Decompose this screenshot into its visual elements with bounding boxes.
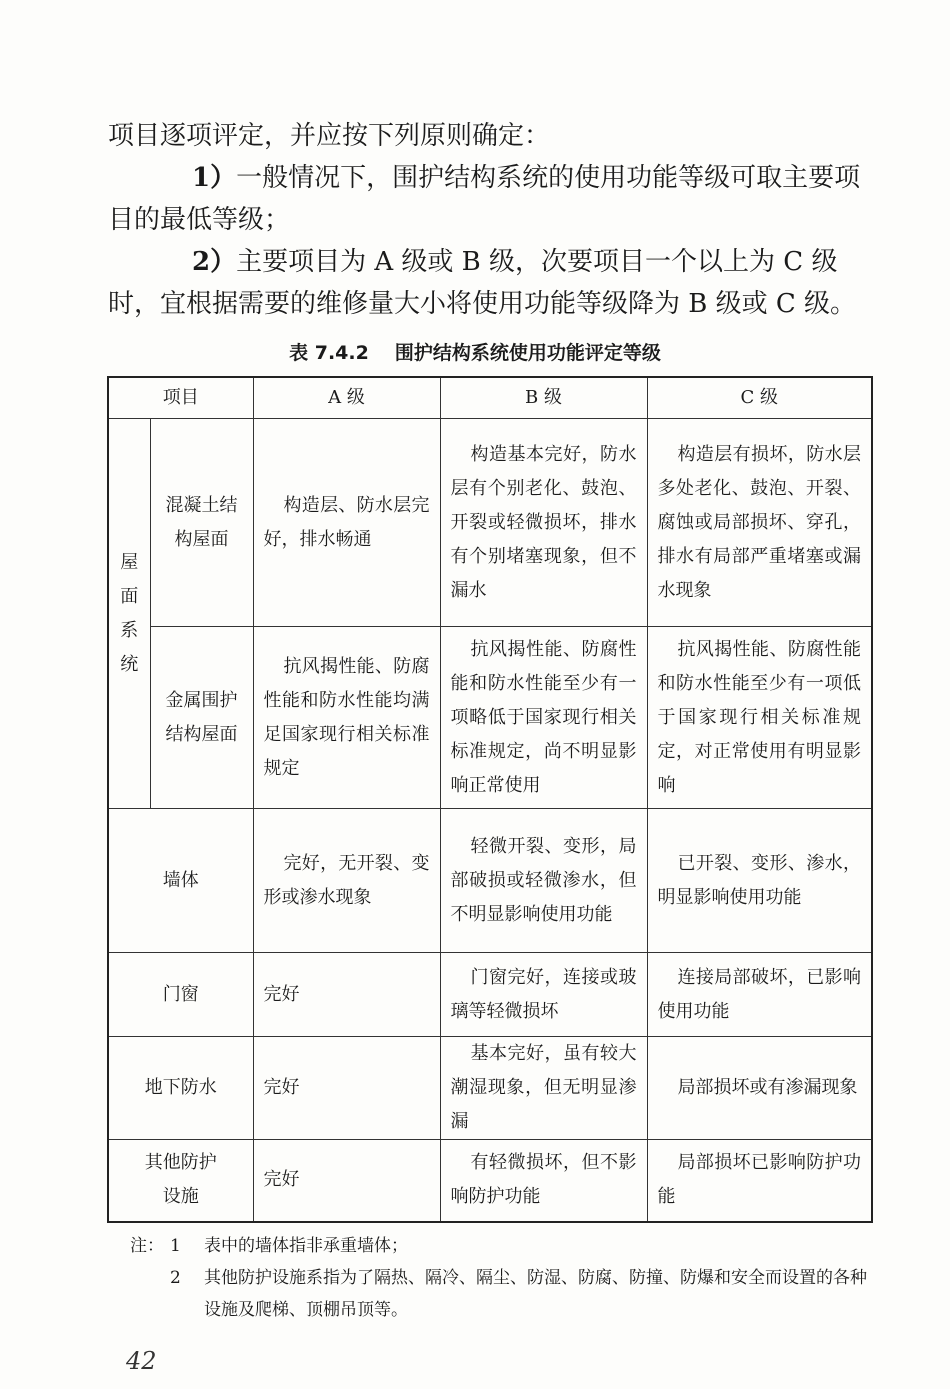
cell-grade-b: 门窗完好，连接或玻璃等轻微损坏 — [440, 953, 647, 1037]
rule-item-2-number: 2） — [192, 247, 237, 277]
table-caption-number: 表 7.4.2 — [289, 342, 369, 364]
row-item: 墙体 — [108, 809, 253, 953]
cell-grade-c: 构造层有损坏，防水层多处老化、鼓泡、开裂、腐蚀或局部损坏、穿孔，排水有局部严重堵塞或漏水现象 — [647, 419, 872, 627]
header-grade-b: B 级 — [440, 377, 647, 419]
note-number: 2 — [170, 1268, 181, 1288]
row-item: 门窗 — [108, 953, 253, 1037]
note-text: 表中的墙体指非承重墙体； — [204, 1236, 408, 1256]
cell-grade-a: 完好 — [253, 953, 440, 1037]
row-item: 其他防护设施 — [108, 1140, 253, 1222]
cell-grade-a: 完好 — [253, 1037, 440, 1140]
table-row — [108, 809, 872, 953]
roof-group-char: 统 — [120, 653, 139, 675]
cell-grade-b: 有轻微损坏，但不影响防护功能 — [440, 1140, 647, 1222]
cell-grade-b: 基本完好，虽有较大潮湿现象，但无明显渗漏 — [440, 1037, 647, 1140]
header-item: 项目 — [108, 377, 253, 419]
body-line-1: 项目逐项评定，并应按下列原则确定： — [108, 121, 551, 151]
cell-grade-c: 抗风揭性能、防腐性能和防水性能至少有一项低于国家现行相关标准规定，对正常使用有明显影响 — [647, 627, 872, 809]
row-item: 地下防水 — [108, 1037, 253, 1140]
roof-group-char: 面 — [120, 585, 139, 607]
rule-item-1-number: 1） — [192, 163, 237, 193]
cell-grade-b: 抗风揭性能、防腐性能和防水性能至少有一项略低于国家现行相关标准规定，尚不明显影响正常使用 — [440, 627, 647, 809]
cell-grade-b: 轻微开裂、变形，局部破损或轻微渗水，但不明显影响使用功能 — [440, 809, 647, 953]
row-item: 金属围护结构屋面 — [150, 627, 253, 809]
header-grade-a: A 级 — [253, 377, 440, 419]
notes-lead: 注： — [130, 1236, 164, 1256]
note-item — [130, 1230, 875, 1262]
cell-grade-c: 连接局部破坏，已影响使用功能 — [647, 953, 872, 1037]
table-header-row — [108, 377, 872, 419]
cell-grade-c: 局部损坏或有渗漏现象 — [647, 1037, 872, 1140]
table-row — [108, 1037, 872, 1140]
cell-grade-c: 已开裂、变形、渗水，明显影响使用功能 — [647, 809, 872, 953]
row-item: 混凝土结构屋面 — [150, 419, 253, 627]
rule-item-1 — [108, 157, 878, 241]
rule-item-2 — [108, 241, 878, 325]
cell-grade-a: 完好 — [253, 1140, 440, 1222]
note-item — [170, 1262, 875, 1326]
cell-grade-b: 构造基本完好，防水层有个别老化、鼓泡、开裂或轻微损坏，排水有个别堵塞现象，但不漏水 — [440, 419, 647, 627]
cell-grade-c: 局部损坏已影响防护功能 — [647, 1140, 872, 1222]
rule-item-2-text: 主要项目为 A 级或 B 级，次要项目一个以上为 C 级时，宜根据需要的维修量大小将使用功能等级降为 B 级或 C 级。 — [108, 247, 857, 319]
page-number: 42 — [126, 1347, 157, 1375]
cell-grade-a: 构造层、防水层完好，排水畅通 — [253, 419, 440, 627]
header-grade-c: C 级 — [647, 377, 872, 419]
table-notes — [130, 1230, 875, 1326]
table-row — [108, 953, 872, 1037]
roof-group-char: 屋 — [120, 551, 139, 573]
rule-item-1-text: 一般情况下，围护结构系统的使用功能等级可取主要项目的最低等级； — [108, 163, 861, 235]
table-caption-title: 围护结构系统使用功能评定等级 — [394, 342, 661, 364]
grading-table — [107, 376, 873, 1223]
roof-system-group-label — [108, 419, 150, 809]
note-text: 其他防护设施系指为了隔热、隔冷、隔尘、防湿、防腐、防撞、防爆和安全而设置的各种设施及爬梯、顶棚吊顶等。 — [204, 1268, 867, 1320]
table-row — [108, 1140, 872, 1222]
table-caption — [0, 338, 950, 365]
table-row — [108, 627, 872, 809]
roof-group-char: 系 — [120, 619, 139, 641]
table-row — [108, 419, 872, 627]
note-number: 1 — [170, 1236, 181, 1256]
cell-grade-a: 完好，无开裂、变形或渗水现象 — [253, 809, 440, 953]
cell-grade-a: 抗风揭性能、防腐性能和防水性能均满足国家现行相关标准规定 — [253, 627, 440, 809]
